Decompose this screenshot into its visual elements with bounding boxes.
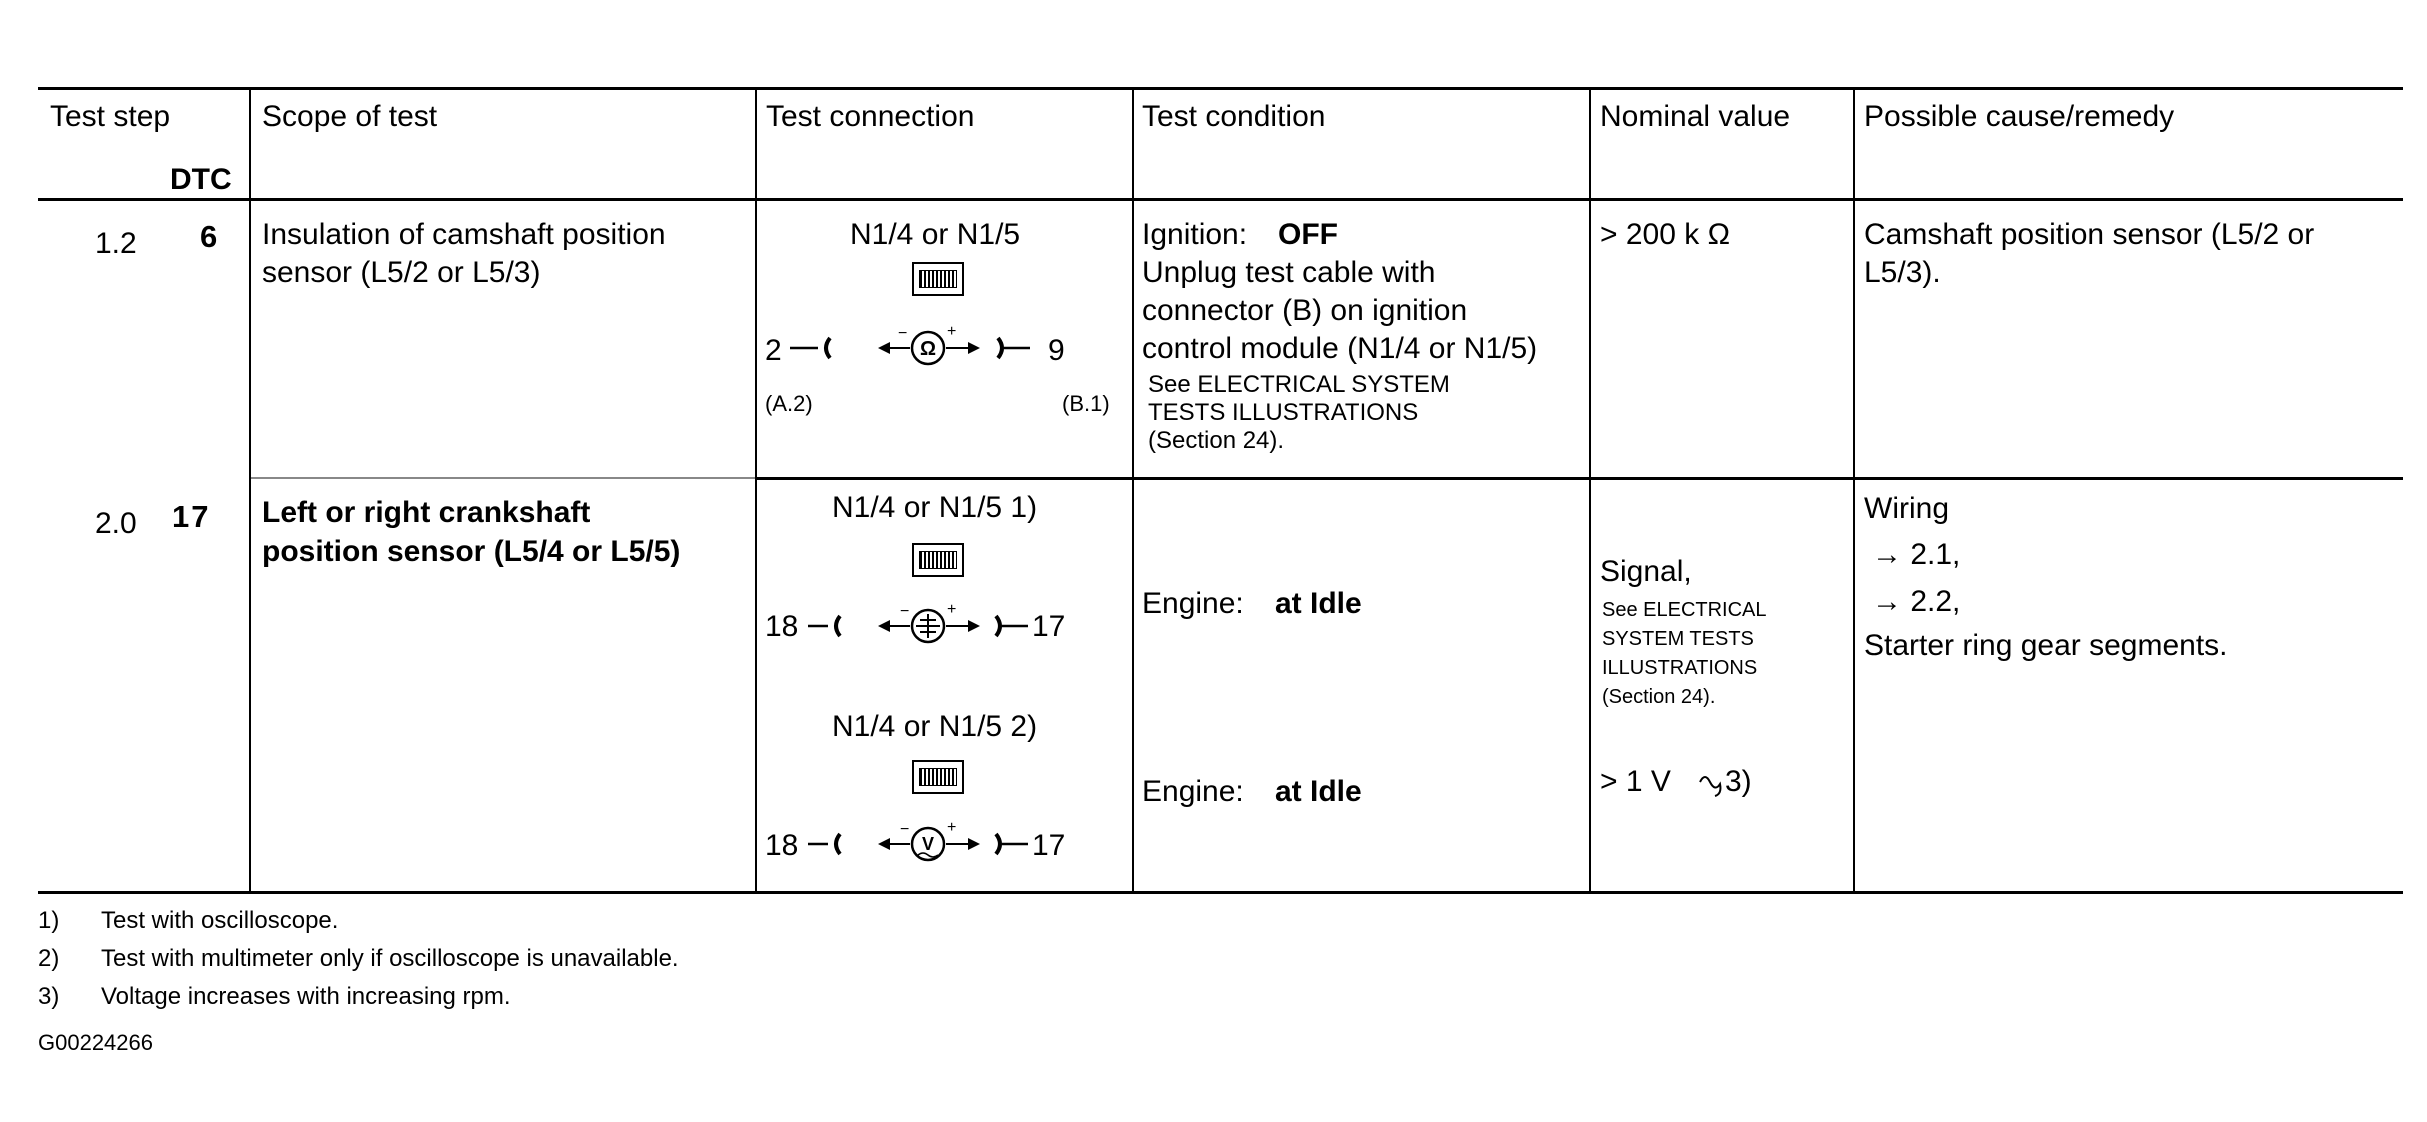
header-connection: Test connection: [766, 100, 975, 133]
svg-text:+: +: [947, 323, 957, 340]
svg-text:−: −: [900, 603, 910, 620]
header-nominal: Nominal value: [1600, 100, 1791, 133]
figure-id: G00224266: [38, 1030, 153, 1055]
row1-condition-small1: See ELECTRICAL SYSTEM: [1148, 371, 1450, 398]
row1-scope-line2: sensor (L5/2 or L5/3): [262, 256, 541, 289]
header-remedy: Possible cause/remedy: [1864, 100, 2175, 133]
row1-remedy-line2: L5/3).: [1864, 256, 1941, 289]
ac-wave-icon: [1697, 770, 1725, 800]
tester-icon: [912, 543, 964, 577]
ohmmeter-connection-icon: [790, 322, 1080, 372]
row1-connection-module: N1/4 or N1/5: [850, 218, 1021, 251]
header-bottom-rule: [38, 198, 2403, 201]
svg-text:−: −: [900, 821, 910, 838]
footnote-1-num: 1): [38, 907, 60, 934]
row1-sub-right: (B.1): [1062, 391, 1110, 416]
table-top-rule: [38, 87, 2403, 90]
row1-dtc: 6: [200, 219, 218, 254]
row2-scope-line1: Left or right crankshaft: [262, 496, 591, 529]
row2-connection-b-module: N1/4 or N1/5 2): [832, 710, 1038, 743]
row1-bottom-rule-left: [250, 477, 755, 479]
header-condition: Test condition: [1142, 100, 1326, 133]
row2-condition-a-label: Engine:: [1142, 587, 1244, 620]
header-dtc: DTC: [170, 163, 232, 196]
tester-icon: [912, 262, 964, 296]
row2-nominal-small4: (Section 24).: [1602, 686, 1716, 708]
row1-remedy-line1: Camshaft position sensor (L5/2 or: [1864, 218, 2315, 251]
row1-condition-line2: connector (B) on ignition: [1142, 294, 1468, 327]
row2-connection-b-pin-right: 17: [1032, 829, 1066, 862]
header-scope: Scope of test: [262, 100, 438, 133]
row1-condition-small2: TESTS ILLUSTRATIONS: [1148, 399, 1419, 426]
row2-condition-b-value: at Idle: [1275, 775, 1362, 808]
row2-nominal-small2: SYSTEM TESTS: [1602, 628, 1754, 650]
svg-text:V: V: [921, 834, 935, 854]
row2-nominal-signal: Signal,: [1600, 555, 1692, 588]
row1-ignition-label: Ignition:: [1142, 218, 1248, 251]
footnote-3-text: Voltage increases with increasing rpm.: [101, 983, 511, 1010]
row2-condition-b-label: Engine:: [1142, 775, 1244, 808]
row1-pin-right: 9: [1048, 334, 1065, 367]
col-divider-5: [1853, 87, 1855, 893]
row1-sub-left: (A.2): [765, 391, 813, 416]
row1-ignition-value: OFF: [1278, 218, 1338, 251]
col-divider-3: [1132, 87, 1134, 893]
footnote-1-text: Test with oscilloscope.: [101, 907, 339, 934]
svg-text:+: +: [947, 601, 957, 618]
row2-remedy-title: Wiring: [1864, 492, 1950, 525]
table-bottom-rule: [38, 891, 2403, 894]
row1-pin-left: 2: [765, 334, 782, 367]
row2-remedy-item1: → 2.1,: [1872, 538, 1961, 571]
row2-connection-b-pin-left: 18: [765, 829, 799, 862]
row2-remedy-item2: → 2.2,: [1872, 585, 1961, 618]
svg-text:+: +: [947, 819, 957, 836]
row2-dtc: 17: [172, 499, 211, 534]
row1-nominal: > 200 k Ω: [1600, 218, 1731, 251]
row2-scope-line2: position sensor (L5/4 or L5/5): [262, 535, 681, 568]
row2-step: 2.0: [95, 507, 137, 540]
row2-condition-a-value: at Idle: [1275, 587, 1362, 620]
row1-condition-line1: Unplug test cable with: [1142, 256, 1436, 289]
row1-step: 1.2: [95, 227, 137, 260]
row1-condition-small3: (Section 24).: [1148, 427, 1285, 454]
row2-nominal-small3: ILLUSTRATIONS: [1602, 657, 1758, 679]
svg-text:−: −: [898, 325, 908, 342]
row1-condition-line3: control module (N1/4 or N1/5): [1142, 332, 1538, 365]
row2-nominal-voltage-note: 3): [1725, 765, 1752, 798]
row1-scope-line1: Insulation of camshaft position: [262, 218, 666, 251]
footnote-3-num: 3): [38, 983, 60, 1010]
row2-remedy-last: Starter ring gear segments.: [1864, 629, 2228, 662]
footnote-2-text: Test with multimeter only if oscilloscope is unavailable.: [101, 945, 679, 972]
tester-icon: [912, 760, 964, 794]
row2-connection-a-pin-left: 18: [765, 610, 799, 643]
svg-text:Ω: Ω: [919, 338, 937, 360]
header-test-step: Test step: [50, 100, 171, 133]
row2-nominal-small1: See ELECTRICAL: [1602, 599, 1767, 621]
col-divider-2: [755, 87, 757, 893]
row1-bottom-rule: [755, 477, 2403, 480]
col-divider-4: [1589, 87, 1591, 893]
col-divider-1: [249, 87, 251, 893]
row2-nominal-voltage: > 1 V: [1600, 765, 1671, 798]
row2-connection-a-pin-right: 17: [1032, 610, 1066, 643]
row2-connection-a-module: N1/4 or N1/5 1): [832, 491, 1038, 524]
footnote-2-num: 2): [38, 945, 60, 972]
